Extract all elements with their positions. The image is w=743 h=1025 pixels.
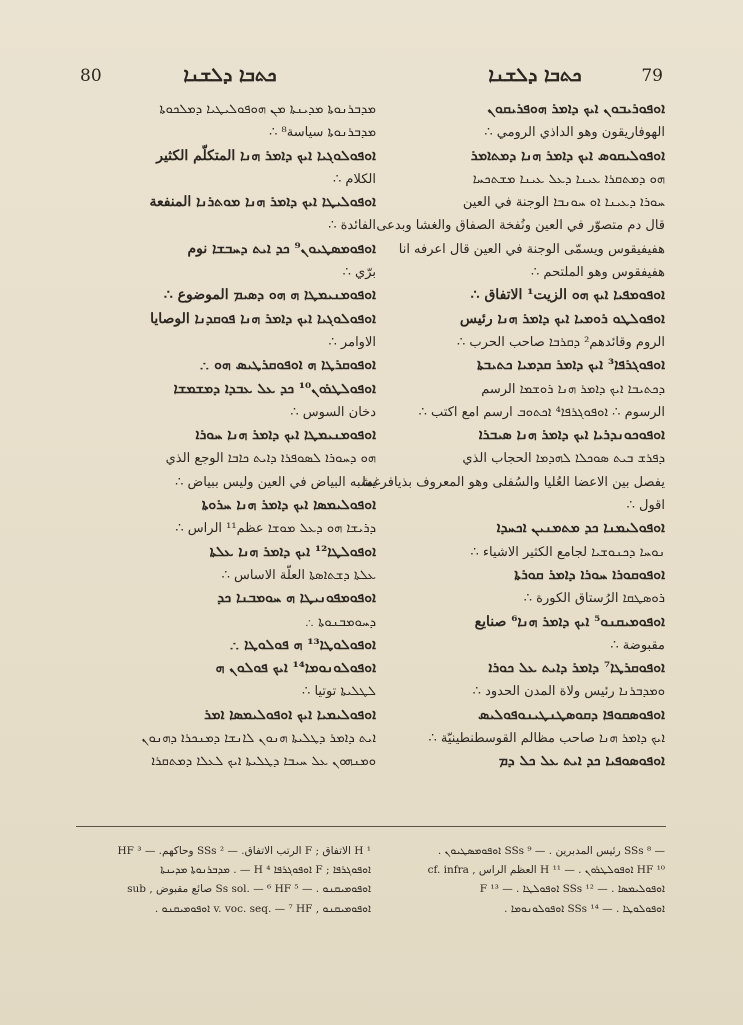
entry-headword-line: ܐܘܦܘܠܘܢܘܡܐ¹⁴ ܐܝܟ ܦܘܠܘܢ ܗ [215, 660, 376, 677]
entry-text-line: الهوفاريقون وهو الداذي الرومي ∴ [484, 125, 665, 141]
entry-text-line: يشبه البياض في العين وليس ببياض ∴ [175, 474, 376, 490]
entry-headword-line: ܐܘܦܘܡܢܝܡܛܐ ܐܝܟ ܕܐܡܪ ܗܢܐ ܚܘܪܐ [195, 427, 376, 444]
left-text-column [76, 98, 376, 833]
entry-text-line: ܐܝܬ ܕܐܡܪ ܕܛܠܝܬܐ ܗܢܘܢ ܠܐܢܫܐ ܕܡܢܟܪܐ ܕܗܢܘܢ [141, 731, 376, 747]
entry-text-line: ܪܘܣܛܩܐ الرُستاق الكورة ∴ [523, 591, 665, 607]
left-page-number: 80 [80, 66, 102, 86]
entry-text-line: ܠܛܠܝܬܐ توتيا ∴ [302, 684, 376, 700]
entry-text-line: ܕܪܝܫܐ ܗܘ ܕܥܠ ܡܘܫܐ عظم¹¹ الراس ∴ [175, 521, 376, 537]
entry-headword-line: ܐܘܦܘܠܛܘ ܪܘܡܝܐ ܐܝܟ ܕܐܡܪ ܗܢܐ رئيس [459, 310, 665, 327]
entry-headword-line: ܐܘܦܘܠܝܡܝܐ ܐܝܟ ܐܘܦܘܠܝܡܣܐ ܐܡܪ [204, 706, 376, 723]
right-running-head: ܟܬܒܐ ܕܠܫܢܐ [488, 64, 582, 86]
entry-headword-line: ܐܘܦܘܠܝܛܐ ܐܝܟ ܕܐܡܪ ܗܢܐ ܡܘܬܪܢܐ المنفعة [149, 194, 376, 211]
right-page-number: 79 [641, 66, 663, 86]
entry-headword-line: ܐܘܦܘܠܝܩܘܣ ܐܝܟ ܕܐܡܪ ܗܢܐ ܕܡܬܐܡܪ [470, 147, 665, 164]
right-footnotes [390, 842, 665, 919]
footnote-divider [76, 826, 666, 827]
entry-headword-line: ܐܘܦܘܠܛܐ¹² ܐܝܟ ܕܐܡܪ ܗܢܐ ܥܠܬܐ [209, 543, 376, 560]
entry-text-line: هفيفقوس وهو الملتحم ∴ [531, 265, 665, 281]
entry-text-line: ܘܡܕܒܪܢܐ رئيس ولاة المدن الحدود ∴ [472, 684, 665, 700]
entry-text-line: برّي ∴ [342, 265, 376, 281]
footnote-line: ܐܘܦܘܠܘܛܐ . — ¹⁴ SSs ܐܘܦܘܠܘܢܘܡܐ . [504, 902, 665, 915]
entry-headword-line: ܐܘܦܘܠܛܪܘܢ¹⁰ ܟܕ ܥܠ ܥܒܕܐ ܕܡܫܡܫܐ [173, 380, 376, 397]
entry-text-line: ܗܘ ܕܚܘܪܐ ܠܣܘܦܪܐ ܕܐܝܬ ܟܐܒܐ الوجع الذي [165, 451, 376, 467]
entry-headword-line: ܐܘܦܘܣܘܦܝܐ ܟܕ ܐܝܬ ܥܠ ܟܠ ܕܡ [498, 753, 665, 770]
entry-text-line: مقبوضة ∴ [610, 637, 665, 653]
entry-text-line: الفائدة ∴ [328, 218, 376, 234]
entry-text-line: ܕܟܬܝܒܐ ܐܝܟ ܕܐܡܪ ܗܢܐ ܪܘܫܡܐ الرسم [481, 381, 665, 397]
entry-headword-line: ܐܘܦܘܡܢܝܡܛܐ ܗ ܗܘ ܕܣܝܡ الموضوع ∴ [163, 287, 376, 304]
footnote-line: — ⁸ SSs رئيس المدبرين . — ⁹ SSs ܐܘܦܘܡܣܛܝܘܢ . [437, 845, 665, 857]
entry-text-line: ܕܦܪܫ ܒܝܬ ܣܘܟܠܐ ܠܗܕܡܐ الحجاب الذي [462, 451, 665, 467]
entry-text-line: ܘܡܢܗܘܢ ܥܠ ܚܝܒܐ ܕܛܠܝܬܐ ܐܝܟ ܠܥܠܐ ܕܡܬܩܪܐ [151, 754, 376, 770]
entry-headword-line: ܐܘܦܘܩܪܛܐ ܗ ܐܘܦܘܩܪܛܝܣ ܗܘ ∴ [199, 357, 376, 374]
entry-text-line: اقول ∴ [626, 498, 665, 514]
footnote-line: ܐܘܦܘܡܝܩܢܘ , v. voc. seq. — ⁷ HF ܐܘܦܘܡܝܩܢܘ . [154, 902, 371, 915]
entry-text-line: دخان السوس ∴ [290, 404, 376, 420]
entry-headword-line: ܐܘܦܘܠܝܡܣܐ ܐܝܟ ܕܐܡܪ ܗܢܐ ܚܪܘܬܐ [201, 497, 376, 514]
entry-headword-line: ܐܘܦܘܠܝܡܢܐ ܟܕ ܡܬܡܢܝܢ ܐܟܚܕܐ [496, 520, 665, 537]
entry-text-line: ܡܕܒܪܢܘܬܐ سياسة⁸ ∴ [269, 125, 376, 141]
entry-text-line: ܥܠܬܐ ܕܫܬܐܣܬܐ العلّة الاساس ∴ [221, 567, 376, 583]
entry-headword-line: ܐܘܦܘܓܪܦܐ³ ܐܝܟ ܕܐܡܪ ܩܕܡܝܐ ܟܬܝܒܬܐ [477, 357, 665, 374]
footnote-line: ¹ H الاتفاق ; F الرتب الاتفاق. — ² SSs وحاكهم. — ³ HF [117, 845, 371, 857]
footnote-line: ¹⁰ HF ܐܘܦܘܠܛܪܘܢ . — ¹¹ H العظم الراس , cf. infra [427, 864, 665, 877]
entry-headword-line: ܐܘܦܘܡܦܘܢܝܛܐ ܗ ܚܘܡܒܢܐ ܟܕ [217, 590, 376, 607]
left-footnotes [76, 842, 371, 919]
left-running-head: ܟܬܒܐ ܕܠܫܢܐ [183, 64, 277, 86]
entry-headword-line: ܐܘܦܘܪܝܒܘܢ ܐܝܟ ܕܐܡܪ ܗܘܦܪܝܩܘܢ [487, 101, 665, 117]
entry-text-line: ܚܘܪܐ ܕܥܝܢܐ ܐܘ ܚܘܢܒܐ الوجنة في العين [462, 195, 665, 211]
entry-headword-line: ܐܘܦܘܣܩܘܦܐ ܕܩܘܣܛܢܛܝܢܘܦܘܠܝܣ [478, 706, 665, 723]
entry-headword-line: ܐܘܦܘܩܪܛܐ⁷ ܕܐܡܪ ܕܐܝܬ ܥܠ ܟܘܪܐ [488, 660, 665, 677]
entry-headword-line: ܐܘܦܘܟܘܢܕܪܝܐ ܐܝܟ ܕܐܡܪ ܗܢܐ ܣܝܒܪܐ [478, 427, 665, 444]
entry-headword-line: ܐܘܦܘܡܦܝܐ ܐܝܟ ܗܘ الزيت¹ الاتفاق ∴ [470, 287, 665, 304]
entry-text-line: ܕܚܘܡܒܢܘܬܐ ∴ [304, 614, 376, 630]
entry-text-line: الاوامر ∴ [328, 334, 376, 350]
entry-headword-line: ܐܘܦܘܠܘܓܝܐ ܐܝܟ ܕܐܡܪ ܗܢܐ المتكلّم الكثير [156, 147, 376, 164]
entry-text-line: ܡܕܒܪܢܘܬܐ ܡܕܝܢܬܐ ܡܢ ܗܘܦܘܠܝܛܝܐ ܕܡܠܟܘܬܐ [159, 102, 376, 117]
footnote-line: ܐܘܦܘܓܪܦܐ ; F ܐܘܦܘܓܪܦܐ H ⁴ — . ܡܕܒܪܢܘܬܐ ܡܕܝܢܬܐ [160, 864, 371, 877]
entry-text-line: الرسوم ∴ ܐܘܦܘܓܪܦܐ⁴ ܐܟܬܘܒ ارسم امع اكتب ∴ [418, 404, 665, 420]
entry-text-line: ܢܘܚܐ ܕܟܢܘܫܝܐ لجامع الكثير الاشياء ∴ [470, 544, 665, 560]
entry-text-line: ܐܝܟ ܕܐܡܪ ܗܢܐ صاحب مظالم القوسطنطينيّة ∴ [428, 731, 665, 747]
entry-headword-line: ܐܘܦܘܠܘܛܐ¹³ ܗ ܦܘܠܘܛܐ ∴ [229, 636, 376, 653]
entry-headword-line: ܐܘܦܘܠܘܓܝܐ ܐܝܟ ܕܐܡܪ ܗܢܐ ܦܘܩܕܢܐ الوصايا [150, 310, 376, 327]
entry-text-line: ܗܘ ܕܡܬܩܪܐ ܥܝܢܐ ܕܥܠ ܥܝܢܐ ܡܫܬܟܚܐ [472, 171, 665, 187]
right-text-column [362, 98, 665, 833]
entry-headword-line: ܐܘܦܘܩܘܪܐ ܚܘܪܐ ܕܐܡܪ ܩܘܪܬܐ [514, 566, 665, 583]
entry-headword-line: ܐܘܦܘܡܝܩܢܘ⁵ ܐܝܟ ܕܐܡܪ ܗܢܐ⁶ صنايع [474, 613, 665, 630]
entry-headword-line: ܐܘܦܘܡܣܛܝܘܢ⁹ ܟܕ ܐܝܬ ܕܚܒܫܐ نوم [187, 240, 376, 257]
entry-text-line: يفصل بين الاعضا العُليا والسُفلى وهو المعروف بذيافرغما [362, 474, 665, 490]
footnote-line: ܐܘܦܘܠܝܡܣܐ . — ¹² SSs ܐܘܦܘܠܛܐ . — ¹³ F [479, 883, 665, 896]
entry-text-line: الروم وقائدهم² ܕܩܪܒܐ صاحب الحرب ∴ [457, 334, 665, 350]
footnote-line: ܐܘܦܘܡܝܩܢܘ . — ⁵ Ss sol. — ⁶ HF صائع مقبوض , sub [127, 883, 371, 896]
entry-text-line: هفيفيقوس ويسمّى الوجنة في العين قال اعرفه انا [398, 241, 665, 257]
entry-text-line: الكلام ∴ [333, 171, 376, 187]
entry-text-line: قال دم متصوّر في العين ونُفخة الصفاق والغشا وبدعى [376, 218, 665, 234]
